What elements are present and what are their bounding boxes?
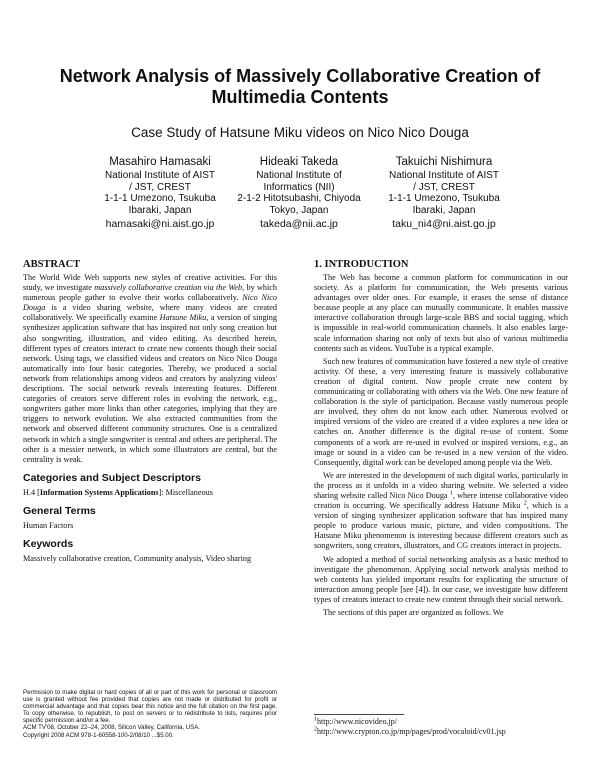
author-affiliation: / JST, CREST (413, 181, 475, 193)
footnote-marker[interactable]: 1 (449, 490, 453, 497)
intro-paragraph: Such new features of communication have fostered a new style of creative activity. Of these, a very interesting feature is massively collaborative creation of digital content. Now people create new content by communicating or collaborating with others via the Web. One new feature of collaboration is the style of participation. Because vastly numerous people are involved, they often do not know each other. Numerous evolved or inspired versions of the video are created if a video explores a new idea or catches on. Another difference is the digital re-use of content. Some components of a work are re-used in evolved or inspired versions, e.g., an image or sound in a video can be re-used in a new version of the video. Consequently, digital work can be developed among people via the Web. (314, 356, 568, 467)
author-email: hamasaki@ni.aist.go.jp (105, 218, 215, 231)
general-terms-heading: General Terms (23, 504, 96, 517)
footnote-item: $^2$http://www.crypton.co.jp/mp/pages/prod/vocaloid/cv01.jsp (314, 726, 506, 736)
author-email: takeda@nii.ac.jp (260, 218, 338, 231)
footnote-item: $^1$http://www.nicovideo.jp/ (314, 716, 397, 726)
footnote-marker[interactable]: 2 (523, 500, 527, 507)
paper-subtitle: Case Study of Hatsune Miku videos on Nico Nico Douga (131, 125, 469, 140)
paper-title: Network Analysis of Massively Collaborative Creation of Multimedia Contents (59, 66, 541, 107)
author-name: Takuichi Nishimura (395, 156, 493, 168)
introduction-heading: 1. INTRODUCTION (314, 259, 409, 270)
permission-text: Permission to make digital or hard copies of all or part of this work for personal or classroom use is granted without fee provided that copies are not made or distributed for profit or commercial advantage and that copies bear this notice and the full citation on the first page. To copy otherwise, to republish, to post on servers or to redistribute to lists, requires prior specific permission and/or a fee. (23, 689, 277, 725)
left-column (23, 258, 277, 564)
author-address: 1-1-1 Umezono, Tsukuba (388, 193, 500, 205)
categories-text: H.4 [Information Systems Applications]: Miscellaneous (23, 487, 213, 497)
keywords-heading: Keywords (23, 537, 74, 550)
footnotes (314, 714, 568, 737)
author-address: 2-1-2 Hitotsubashi, Chiyoda (237, 193, 361, 205)
venue-text: ACM TV'08, October 22–24, 2008, Silicon Valley, California, USA. (23, 724, 200, 732)
author-address: 1-1-1 Umezono, Tsukuba (104, 193, 216, 205)
author-affiliation: National Institute of (256, 170, 342, 181)
author-affiliation: National Institute of AIST (104, 170, 216, 181)
copyright-text: Copyright 2008 ACM 978-1-60558-100-2/08/10 ...$5.00. (23, 731, 174, 739)
keywords-text: Massively collaborative creation, Community analysis, Video sharing (23, 553, 252, 563)
right-column (314, 258, 568, 618)
author-email: taku_ni4@ni.aist.go.jp (392, 218, 496, 231)
author-address: Ibaraki, Japan (128, 204, 192, 216)
intro-paragraph: The sections of this paper are organized as follows. We (323, 608, 504, 617)
author-name: Hideaki Takeda (259, 156, 339, 168)
author-address: Tokyo, Japan (269, 204, 329, 216)
footnote-link[interactable]: http://www.nicovideo.jp/ (317, 717, 397, 726)
general-terms-text: Human Factors (23, 520, 74, 530)
author-address: Ibaraki, Japan (412, 204, 476, 216)
abstract-text: The World Wide Web supports new styles of creative activities. For this study, we investigate massively collaborative creation via the Web, by which numerous people gather to evolve their works collaboratively. Nico Nico Douga is a video sharing website, where many videos are created collaboratively. We specifically examine Hatsune Miku, a version of singing synthesizer application software that has inspired not only song creation but also songwriting, illustration, and video editing. As described herein, different types of creators interact to create new contents though their social network. Using tags, we classified videos and creators on Nico Nico Douga automatically into four basic categories. Thereby, we produced a social network from relationships among videos and creators by analyzing videos' descriptions. The social network reveals interesting features. Different categories of creators serve different roles in evolving the network, e.g., songwriters gather more links than other categories, implying that they are triggers to network evolution. We also extracted communities from the network and observed different community structures. One is a centralized network in which a single songwriter is central and others are peripheral. The other is a messier network, in which some illustrators are central, but the centrality is weak. (23, 273, 278, 464)
author-name: Masahiro Hamasaki (109, 156, 211, 168)
author-block-3 (359, 155, 529, 231)
author-affiliation: Informatics (NII) (263, 181, 335, 193)
footnote-link[interactable]: http://www.crypton.co.jp/mp/pages/prod/vocaloid/cv01.jsp (317, 727, 506, 736)
footnote-divider (314, 714, 404, 715)
categories-heading: Categories and Subject Descriptors (23, 471, 201, 484)
author-affiliation: National Institute of AIST (388, 170, 500, 181)
author-affiliation: / JST, CREST (129, 181, 191, 193)
intro-paragraph: The Web has become a common platform for communication in our society. As a platform for communication, the Web presents various advantages over older ones. For example, it erases the sense of distance because people at any place can mutually communicate. It enables massive interactive collaboration through large-scale BBS and social tagging, which is impossible in real-world communication channels. It also enables large-scale information sharing not only of texts but also of various multimedia contents such as videos. YouTube is a typical example. (314, 273, 568, 353)
abstract-heading: ABSTRACT (23, 259, 81, 270)
intro-paragraph: We are interested in the development of such digital works, particularly in the process as it unfolds in a video sharing website. We selected a video sharing website called Nico Nico Douga $^1$, where intense collaborative video creation is occurring. We specifically address Hatsune Miku $^2$, which is a version of singing synthesizer application software that has inspired many people to produce various music, picture, and video compositions. The Hatsune Miku phenomenon is interesting because different creators such as songwriters, song creators, illustrators, and CG creators interact in projects. (314, 470, 569, 551)
intro-paragraph: We adopted a method of social networking analysis as a basic method to investigate the phenomenon. Applying social network analysis method to web contents has yielded important results for explicating the structure of interaction among people [see [4]). In our case, we investigate how different types of creators interact to create new content through their social network. (314, 554, 568, 604)
permission-notice (23, 689, 277, 739)
